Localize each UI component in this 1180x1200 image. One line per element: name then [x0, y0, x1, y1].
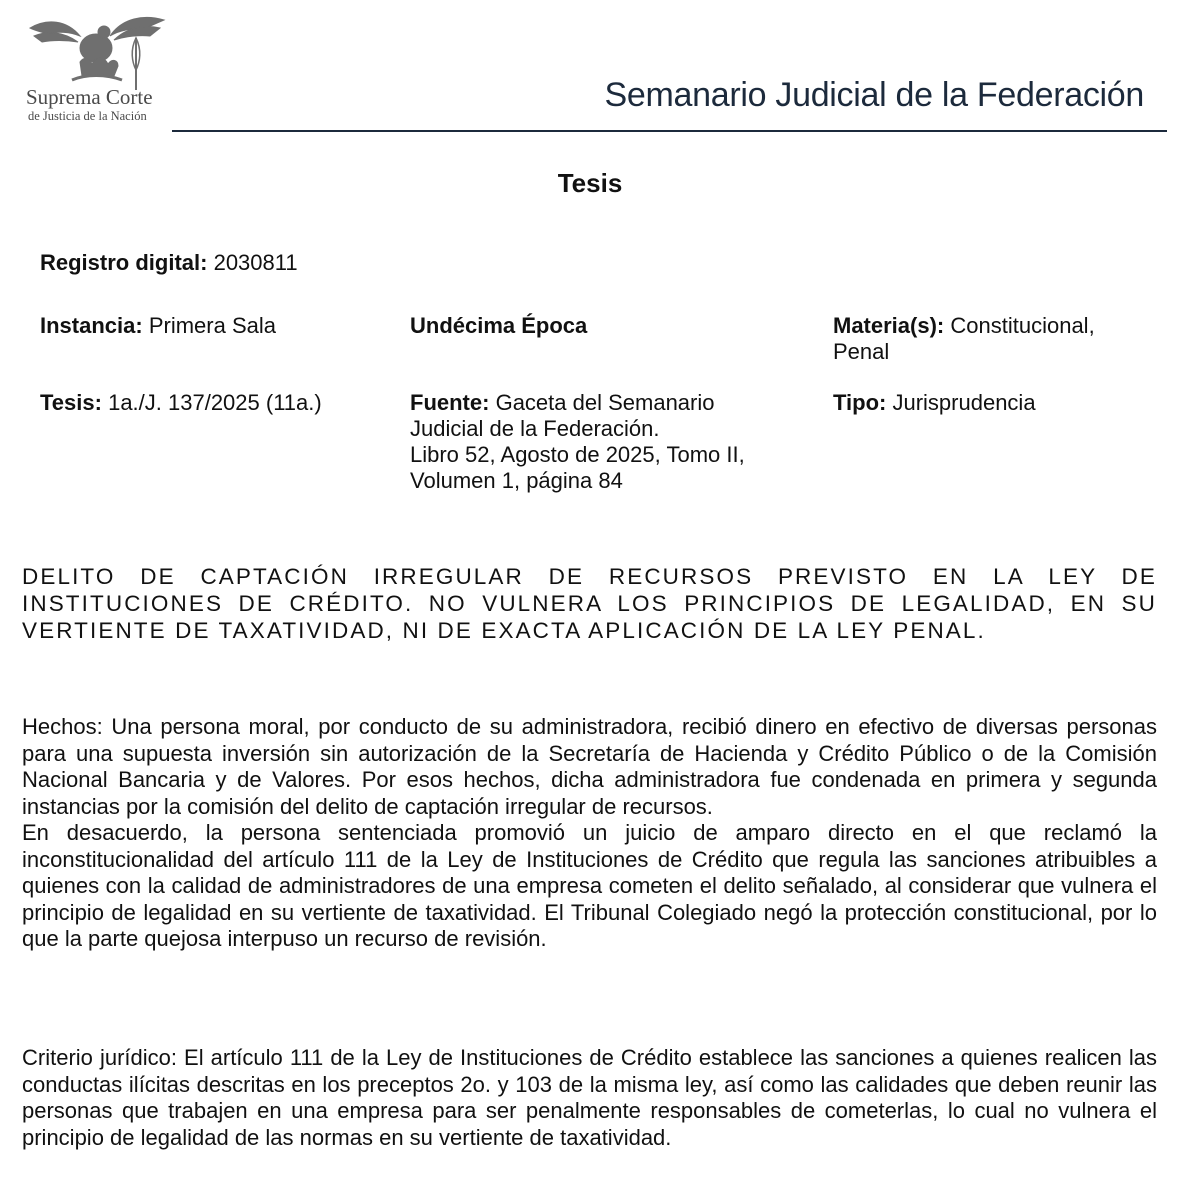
publication-title: Semanario Judicial de la Federación: [604, 76, 1144, 114]
page-header: [0, 0, 1180, 135]
tesis-label: Tesis:: [40, 390, 102, 415]
materia-label: Materia(s):: [833, 313, 945, 338]
instancia-label: Instancia:: [40, 313, 143, 338]
fuente-label: Fuente:: [410, 390, 490, 415]
eagle-emblem-icon: [22, 10, 172, 90]
scjn-logo: [22, 10, 172, 128]
org-name: Suprema Corte: [26, 85, 153, 109]
document-title: Tesis: [557, 168, 623, 198]
instancia-field: [40, 313, 276, 339]
fuente-field: [410, 390, 820, 494]
materia-value: Constitucional,: [950, 313, 1095, 338]
hechos-paragraph-2: En desacuerdo, la persona sentenciada promovió un juicio de amparo directo en el que reclamó la inconstitucionalidad del artículo 111 de la Ley de Instituciones de Crédito que regula las sanciones atribuibles a quienes con la calidad de administradores de una empresa cometen el delito señalado, al considerar que vulnera el principio de legalidad en su vertiente de taxatividad. El Tribunal Colegiado negó la protección constitucional, por lo que la parte quejosa interpuso un recurso de revisión.: [22, 820, 1157, 951]
epoca-value: Undécima Época: [410, 313, 588, 338]
hechos-paragraph: Hechos: Una persona moral, por conducto de su administradora, recibió dinero en efectivo de diversas personas para una supuesta inversión sin autorización de la Secretaría de Hacienda y Crédito Público o de la Comisión Nacional Bancaria y de Valores. Por esos hechos, dicha administradora fue condenada en primera y segunda instancias por la comisión del delito de captación irregular de recursos.: [22, 714, 1157, 819]
registro-field: [40, 250, 298, 276]
tipo-value: Jurisprudencia: [892, 390, 1036, 415]
criterio-section: [22, 1045, 1157, 1151]
tipo-label: Tipo:: [833, 390, 887, 415]
materia-field: [833, 313, 1153, 365]
header-divider: [172, 130, 1167, 132]
criterio-paragraph: Criterio jurídico: El artículo 111 de la Ley de Instituciones de Crédito establece las sanciones a quienes realicen las conductas ilícitas descritas en los preceptos 2o. y 103 de la misma ley, así como las calidades que deben reunir las personas que trabajen en una empresa para ser penalmente responsables de cometerlas, lo cual no vulnera el principio de legalidad de las normas en su vertiente de taxatividad.: [22, 1045, 1157, 1150]
fuente-line: Gaceta del Semanario: [495, 390, 715, 415]
hechos-section: [22, 714, 1157, 953]
tesis-field: [40, 390, 322, 416]
tipo-field: [833, 390, 1036, 416]
tesis-heading: DELITO DE CAPTACIÓN IRREGULAR DE RECURSOS PREVISTO EN LA LEY DE INSTITUCIONES DE CRÉDITO. NO VULNERA LOS PRINCIPIOS DE LEGALIDAD, EN SU VERTIENTE DE TAXATIVIDAD, NI DE EXACTA APLICACIÓN DE LA LEY PENAL.: [22, 564, 1157, 643]
epoca-field: [410, 313, 587, 339]
materia-value-cont: Penal: [833, 339, 890, 364]
registro-label: Registro digital:: [40, 250, 208, 275]
fuente-line: Volumen 1, página 84: [410, 468, 623, 493]
tesis-value: 1a./J. 137/2025 (11a.): [108, 390, 322, 415]
org-subtitle: de Justicia de la Nación: [28, 109, 147, 123]
instancia-value: Primera Sala: [148, 313, 276, 338]
fuente-line: Judicial de la Federación.: [410, 416, 660, 441]
fuente-line: Libro 52, Agosto de 2025, Tomo II,: [410, 442, 745, 467]
registro-value: 2030811: [213, 250, 298, 275]
